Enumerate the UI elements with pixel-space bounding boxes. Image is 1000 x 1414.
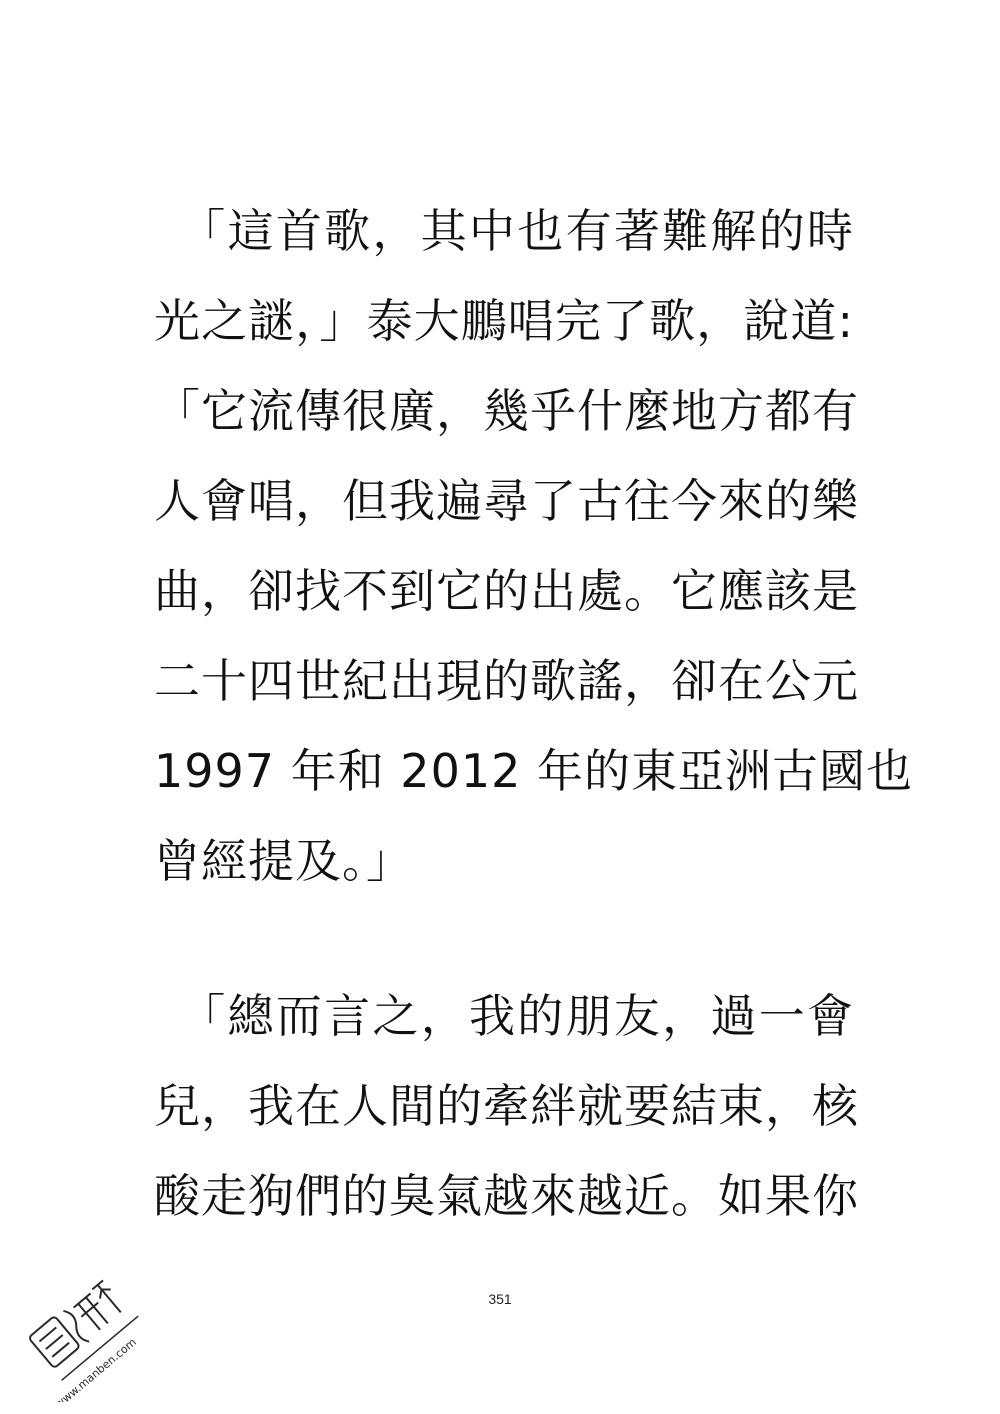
paragraph-2 xyxy=(154,971,859,1241)
text-line: 二十四世紀出現的歌謠，卻在公元 xyxy=(154,654,859,708)
text-line: 1997 年和 2012 年的東亞洲古國也 xyxy=(154,744,913,798)
text-line: 「總而言之，我的朋友，過一會 xyxy=(154,989,854,1043)
text-line: 兒，我在人間的牽絆就要結束，核 xyxy=(154,1079,859,1133)
text-line: 曾經提及。」 xyxy=(154,834,413,888)
text-line: 「這首歌，其中也有著難解的時 xyxy=(154,204,854,258)
watermark-url: www.manben.com xyxy=(52,1335,139,1402)
text-line: 人會唱，但我遍尋了古往今來的樂 xyxy=(154,474,859,528)
paragraph-1 xyxy=(154,186,913,906)
page-number: 351 xyxy=(488,1291,512,1307)
text-line: 「它流傳很廣，幾乎什麼地方都有 xyxy=(154,384,859,438)
text-line: 光之謎，」泰大鵬唱完了歌，說道: xyxy=(154,294,854,348)
manben-logo-icon xyxy=(10,1262,160,1402)
text-line: 曲，卻找不到它的出處。它應該是 xyxy=(154,564,859,618)
text-line: 酸走狗們的臭氣越來越近。如果你 xyxy=(154,1169,859,1223)
